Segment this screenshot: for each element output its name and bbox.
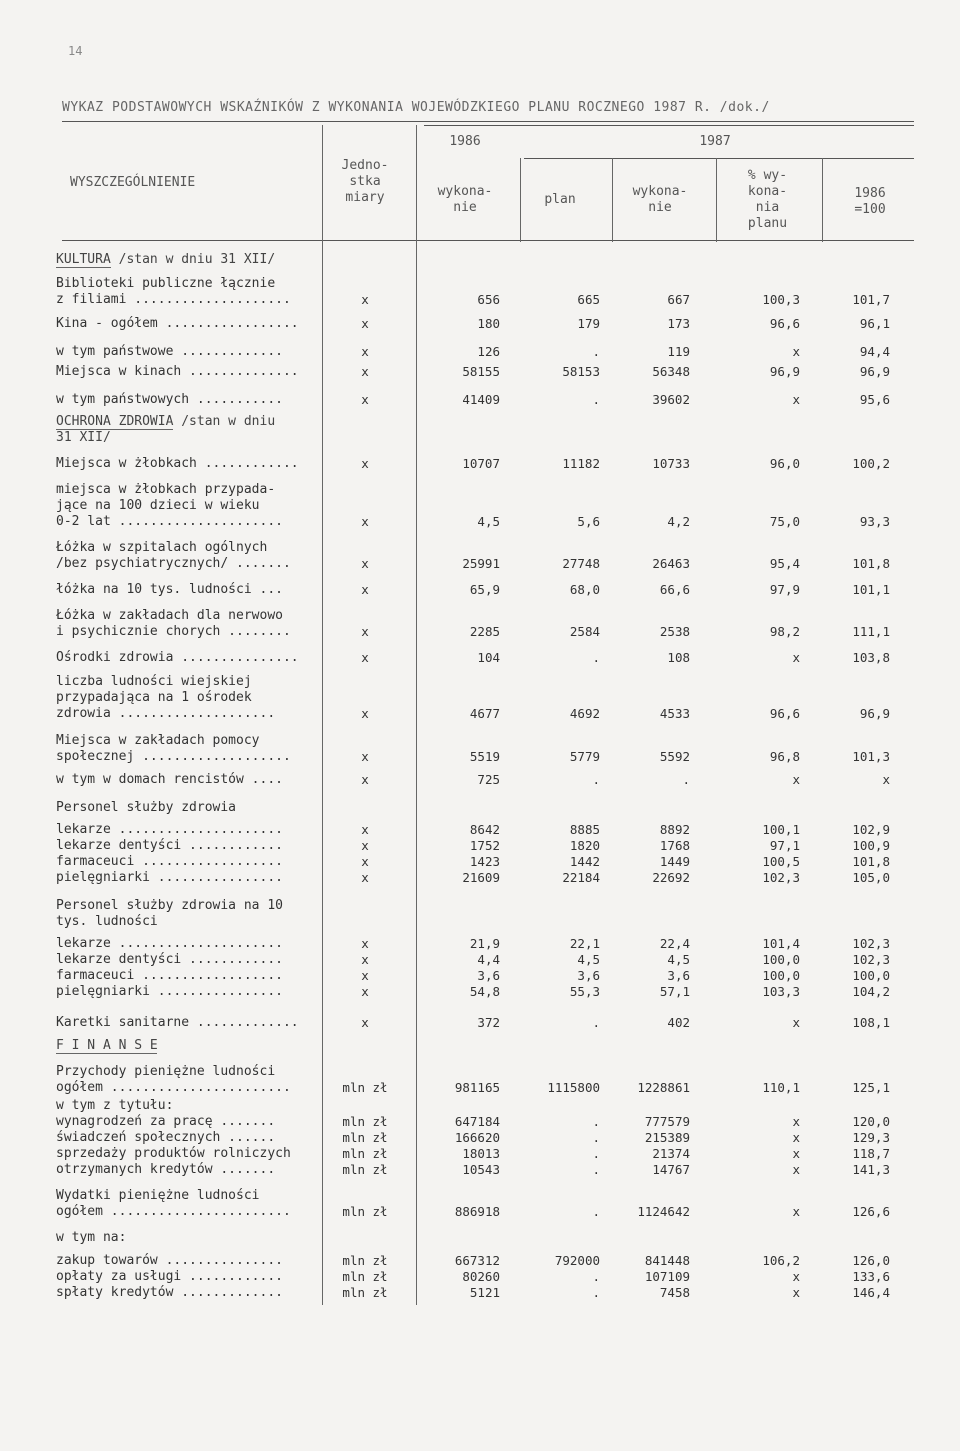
row-value: 100,2 — [852, 456, 890, 471]
row-value: 792000 . . — [554, 1253, 600, 1300]
row-value: 126,6 — [852, 1204, 890, 1219]
header-mid-rule — [524, 158, 914, 159]
row-value: 96,8 — [769, 749, 800, 764]
row-value: 656 — [477, 292, 500, 307]
row-value: 98,2 — [769, 624, 800, 639]
row-value: 8642 1752 1423 21609 — [462, 822, 500, 885]
row-label: lekarze ..................... lekarze dentyści ............ farmaceuci .................. pielęgniarki ................ — [56, 936, 283, 999]
row-value: 95,6 — [859, 392, 890, 407]
header-pct: % wy- kona- nia planu — [747, 168, 788, 231]
row-unit: x — [361, 772, 369, 787]
col-sep-1 — [322, 125, 323, 1305]
row-value: 41409 — [462, 392, 500, 407]
row-value: 10733 — [652, 456, 690, 471]
row-unit: mln zł mln zł mln zł — [342, 1253, 388, 1300]
row-label: Miejsca w kinach .............. — [56, 364, 299, 379]
row-value: 4,5 — [477, 514, 500, 529]
row-label: Ośrodki zdrowia ............... — [56, 650, 299, 665]
row-value: . — [592, 1204, 600, 1219]
row-value: 180 — [477, 316, 500, 331]
page-number: 14 — [68, 44, 83, 58]
row-unit: x x x x — [361, 822, 369, 885]
row-label: w tym w domach rencistów .... — [56, 772, 283, 787]
row-value: 2285 — [469, 624, 500, 639]
row-value: 97,9 — [769, 582, 800, 597]
row-value: 103,8 — [852, 650, 890, 665]
row-label: miejsca w żłobkach przypada- jące na 100 dzieci w wieku 0-2 lat ..................... — [56, 482, 283, 529]
row-value: x — [882, 772, 890, 787]
row-value: 96,9 — [859, 364, 890, 379]
header-unit: Jedno- stka miary — [341, 158, 389, 205]
row-label: Personel służby zdrowia na 10 tys. ludności — [56, 898, 283, 929]
row-value: 2584 — [569, 624, 600, 639]
header-plan: plan — [544, 192, 576, 207]
row-unit: x — [361, 364, 369, 379]
row-value: 111,1 — [852, 624, 890, 639]
row-value: 647184 166620 18013 10543 — [454, 1114, 500, 1177]
row-value: 22,1 4,5 3,6 55,3 — [569, 936, 600, 999]
row-value: 56348 — [652, 364, 690, 379]
row-value: 2538 — [659, 624, 690, 639]
row-value: . — [592, 1015, 600, 1030]
row-value: 100,1 97,1 100,5 102,3 — [762, 822, 800, 885]
row-label: OCHRONA ZDROWIA /stan w dniu 31 XII/ — [56, 414, 276, 445]
row-value: 101,7 — [852, 292, 890, 307]
row-label: Miejsca w zakładach pomocy społecznej ................... — [56, 733, 291, 764]
col-sep-5 — [716, 158, 717, 242]
header-year-1987: 1987 — [699, 134, 731, 149]
row-label: F I N A N S E — [56, 1038, 158, 1053]
row-value: 101,1 — [852, 582, 890, 597]
row-value: 1228861 — [637, 1080, 690, 1095]
row-value: . — [592, 650, 600, 665]
row-value: 95,4 — [769, 556, 800, 571]
row-label: w tym z tytułu: wynagrodzeń za pracę ....... świadczeń społecznych ...... sprzedaży produktów rolniczych otrzymanych kredytów ....... — [56, 1098, 291, 1177]
row-label: w tym państwowych ........... — [56, 392, 283, 407]
row-label: Łóżka w zakładach dla nerwowo i psychicznie chorych ........ — [56, 608, 291, 639]
row-value: 665 — [577, 292, 600, 307]
row-value: 104 — [477, 650, 500, 665]
row-value: 66,6 — [659, 582, 690, 597]
row-label: Biblioteki publiczne łącznie z filiami .................... — [56, 276, 291, 307]
row-label: Karetki sanitarne ............. — [56, 1015, 299, 1030]
col-sep-4 — [612, 158, 613, 242]
row-unit: x — [361, 582, 369, 597]
row-label: liczba ludności wiejskiej przypadająca na 1 ośrodek zdrowia .................... — [56, 674, 276, 721]
page-title: WYKAZ PODSTAWOWYCH WSKAŹNIKÓW Z WYKONANIA WOJEWÓDZKIEGO PLANU ROCZNEGO 1987 R. /dok./ — [62, 100, 770, 115]
row-label: Miejsca w żłobkach ............ — [56, 456, 299, 471]
row-value: 96,1 — [859, 316, 890, 331]
row-value: 5519 — [469, 749, 500, 764]
row-value: 22,4 4,5 3,6 57,1 — [659, 936, 690, 999]
row-value: 4677 — [469, 706, 500, 721]
row-value: 1115800 — [547, 1080, 600, 1095]
row-value: 5779 — [569, 749, 600, 764]
row-unit: x — [361, 1015, 369, 1030]
row-unit: x — [361, 650, 369, 665]
row-value: 110,1 — [762, 1080, 800, 1095]
col-sep-3 — [520, 158, 521, 242]
row-value: 39602 — [652, 392, 690, 407]
row-value: 68,0 — [569, 582, 600, 597]
row-unit: x — [361, 292, 369, 307]
row-value: 75,0 — [769, 514, 800, 529]
row-unit: x x x x — [361, 936, 369, 999]
row-label: Łóżka w szpitalach ogólnych /bez psychiatrycznych/ ....... — [56, 540, 291, 571]
row-value: 93,3 — [859, 514, 890, 529]
header-index: 1986 =100 — [854, 186, 886, 217]
row-value: 372 — [477, 1015, 500, 1030]
row-value: 4,2 — [667, 514, 690, 529]
row-value: x x x x — [792, 1114, 800, 1177]
col-sep-2 — [416, 125, 417, 1305]
row-label: zakup towarów ............... opłaty za usługi ............ spłaty kredytów ............. — [56, 1253, 283, 1300]
header-spec: WYSZCZEGÓLNIENIE — [70, 175, 196, 190]
row-value: 402 — [667, 1015, 690, 1030]
row-value: 96,0 — [769, 456, 800, 471]
row-label: KULTURA /stan w dniu 31 XII/ — [56, 252, 276, 267]
row-value: 10707 — [462, 456, 500, 471]
row-value: 4533 — [659, 706, 690, 721]
header-year-1986: 1986 — [449, 134, 481, 149]
row-value: 21,9 4,4 3,6 54,8 — [469, 936, 500, 999]
row-value: . . . . — [592, 1114, 600, 1177]
row-unit: x — [361, 316, 369, 331]
row-label: lekarze ..................... lekarze dentyści ............ farmaceuci .................. pielęgniarki ................ — [56, 822, 283, 885]
row-value: 108 — [667, 650, 690, 665]
row-value: 102,9 100,9 101,8 105,0 — [852, 822, 890, 885]
row-value: 100,3 — [762, 292, 800, 307]
section-underline — [56, 1053, 157, 1054]
col-sep-6 — [822, 158, 823, 242]
section-underline — [56, 267, 111, 268]
row-value: . — [682, 772, 690, 787]
row-unit: x — [361, 392, 369, 407]
row-unit: x — [361, 749, 369, 764]
row-value: x — [792, 392, 800, 407]
row-value: 96,9 — [859, 706, 890, 721]
row-value: 65,9 — [469, 582, 500, 597]
row-value: 101,4 100,0 100,0 103,3 — [762, 936, 800, 999]
row-value: 120,0 129,3 118,7 141,3 — [852, 1114, 890, 1177]
row-value: 8885 1820 1442 22184 — [562, 822, 600, 885]
row-label: w tym państwowe ............. — [56, 344, 283, 359]
title-rule — [62, 121, 914, 122]
row-value: 5,6 — [577, 514, 600, 529]
row-value: 8892 1768 1449 22692 — [652, 822, 690, 885]
header-bottom-rule — [62, 240, 914, 241]
row-value: x — [792, 650, 800, 665]
row-value: 5592 — [659, 749, 690, 764]
row-unit: mln zł — [342, 1204, 388, 1219]
row-value: 886918 — [454, 1204, 500, 1219]
row-unit: x — [361, 514, 369, 529]
row-value: . — [592, 392, 600, 407]
row-value: 102,3 102,3 100,0 104,2 — [852, 936, 890, 999]
row-unit: x — [361, 556, 369, 571]
row-unit: x — [361, 456, 369, 471]
row-value: 96,9 — [769, 364, 800, 379]
row-value: 26463 — [652, 556, 690, 571]
row-value: 25991 — [462, 556, 500, 571]
row-value: x — [792, 344, 800, 359]
section-underline — [56, 429, 173, 430]
row-value: 101,8 — [852, 556, 890, 571]
header-wykonanie-1987: wykona- nie — [632, 184, 688, 215]
row-value: 777579 215389 21374 14767 — [644, 1114, 690, 1177]
row-unit: mln zł — [342, 1080, 388, 1095]
row-value: 27748 — [562, 556, 600, 571]
row-value: 119 — [667, 344, 690, 359]
row-value: 108,1 — [852, 1015, 890, 1030]
row-label: Przychody pieniężne ludności ogółem ....................... — [56, 1064, 291, 1095]
row-value: . — [592, 344, 600, 359]
row-value: 125,1 — [852, 1080, 890, 1095]
row-value: 11182 — [562, 456, 600, 471]
row-value: 725 — [477, 772, 500, 787]
row-value: 981165 — [454, 1080, 500, 1095]
row-value: 58155 — [462, 364, 500, 379]
row-value: x — [792, 772, 800, 787]
row-value: 173 — [667, 316, 690, 331]
row-value: 106,2 x x — [762, 1253, 800, 1300]
row-value: 94,4 — [859, 344, 890, 359]
row-value: 667312 80260 5121 — [454, 1253, 500, 1300]
row-value: 667 — [667, 292, 690, 307]
row-value: 126 — [477, 344, 500, 359]
row-label: Wydatki pieniężne ludności ogółem ....................... — [56, 1188, 291, 1219]
row-value: 58153 — [562, 364, 600, 379]
row-value: x — [792, 1204, 800, 1219]
row-value: 841448 107109 7458 — [644, 1253, 690, 1300]
row-value: 4692 — [569, 706, 600, 721]
row-label: łóżka na 10 tys. ludności ... — [56, 582, 283, 597]
row-unit: x — [361, 624, 369, 639]
row-label: Personel służby zdrowia — [56, 800, 237, 815]
row-value: 101,3 — [852, 749, 890, 764]
row-unit: x — [361, 344, 369, 359]
row-value: x — [792, 1015, 800, 1030]
header-wykonanie-1986: wykona- nie — [437, 184, 493, 215]
row-unit: x — [361, 706, 369, 721]
header-top-rule — [424, 125, 914, 126]
row-value: 179 — [577, 316, 600, 331]
row-value: 96,6 — [769, 706, 800, 721]
row-label: w tym na: — [56, 1230, 127, 1245]
row-value: . — [592, 772, 600, 787]
row-unit: mln zł mln zł mln zł mln zł — [342, 1114, 388, 1177]
row-value: 1124642 — [637, 1204, 690, 1219]
row-label: Kina - ogółem ................. — [56, 316, 299, 331]
row-value: 96,6 — [769, 316, 800, 331]
row-value: 126,0 133,6 146,4 — [852, 1253, 890, 1300]
